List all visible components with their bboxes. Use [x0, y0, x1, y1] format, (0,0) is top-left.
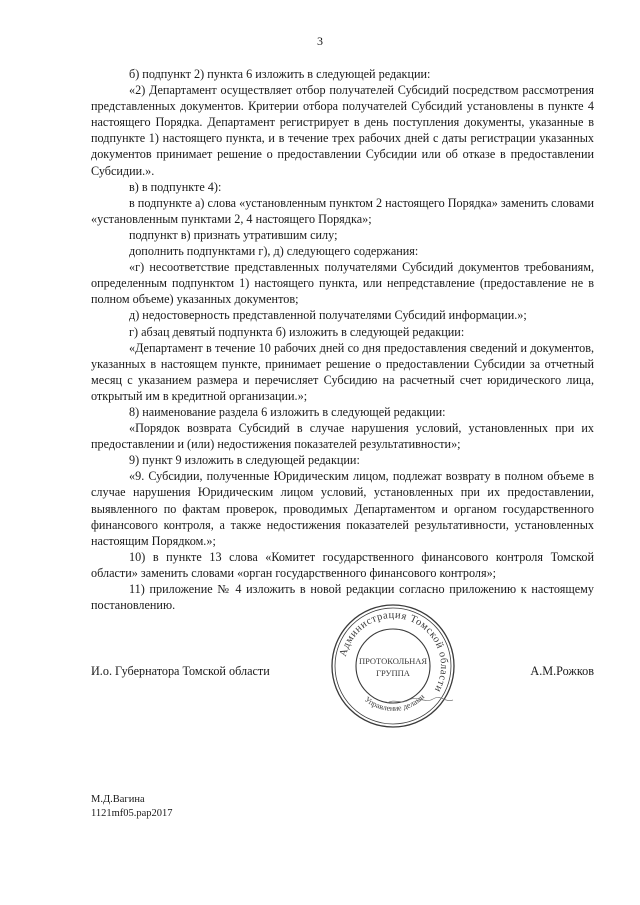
signatory-name: А.М.Рожков: [530, 664, 594, 678]
paragraph: д) недостоверность представленной получателями Субсидий информации.»;: [129, 308, 527, 323]
document-body: [91, 66, 594, 613]
paragraph: «2) Департамент осуществляет отбор получателей Субсидий посредством рассмотрения представленных документов. Критерии отбора получателей Субсидий установлены в пункте 4 настоящего Порядка. Департамент регистрирует в день поступления документы, указанные в подпункте 1) настоящего пункта, и в течение трех рабочих дней с даты регистрации указанных документов принимает решение о предоставлении Субсидии или об отказе в предоставлении Субсидии.».: [91, 83, 594, 178]
paragraph: «Департамент в течение 10 рабочих дней со дня предоставления сведений и документов, указанных в настоящем пункте, принимает решение о предоставлении Субсидии за отчетный месяц с указанием размера и перечисляет Субсидию на расчетный счет юридического лица, открытый им в кредитной организации.»;: [91, 340, 594, 403]
stamp-center-line2: ГРУППА: [376, 668, 410, 678]
official-stamp: [329, 602, 457, 730]
paragraph: подпункт в) признать утратившим силу;: [129, 227, 338, 242]
stamp-center-line1: ПРОТОКОЛЬНАЯ: [358, 656, 428, 666]
paragraph: дополнить подпунктами г), д) следующего содержания:: [129, 244, 419, 259]
executor-name: М.Д.Вагина: [91, 794, 145, 805]
paragraph: 9) пункт 9 изложить в следующей редакции:: [129, 453, 360, 468]
page-number: 3: [317, 34, 323, 48]
paragraph: 11) приложение № 4 изложить в новой редакции согласно приложению к настоящему постановлению.: [91, 582, 594, 613]
paragraph: 8) наименование раздела 6 изложить в следующей редакции:: [129, 404, 446, 419]
handwritten-signature: [385, 694, 455, 706]
document-footer: [91, 793, 173, 821]
signatory-position: И.о. Губернатора Томской области: [91, 664, 270, 678]
stamp-bottom-text: Управление делами: [363, 692, 427, 713]
paragraph: в подпункте а) слова «установленным пунктом 2 настоящего Порядка» заменить словами «установленным пунктами 2, 4 настоящего Порядка»;: [91, 195, 594, 226]
paragraph: «9. Субсидии, полученные Юридическим лицом, подлежат возврату в полном объеме в случае нарушения Юридическим лицом условий, установленных при их предоставлении, выявленного по фактам проверок, проводимых Департаментом и органом государственного финансового контроля, а также недостижения показателей результативности, установленных настоящим Порядком.»;: [91, 469, 594, 548]
stamp-ring-text: Администрация Томской области: [337, 609, 450, 695]
paragraph: «Порядок возврата Субсидий в случае нарушения условий, установленных при их предоставлении и (или) недостижения показателей результативности»;: [91, 421, 594, 452]
paragraph: в) в подпункте 4):: [129, 179, 222, 194]
paragraph: 10) в пункте 13 слова «Комитет государственного финансового контроля Томской области» заменить словами «орган государственного финансового контроля»;: [91, 549, 594, 580]
paragraph: б) подпункт 2) пункта 6 изложить в следующей редакции:: [129, 67, 431, 81]
paragraph: г) абзац девятый подпункта б) изложить в следующей редакции:: [129, 324, 465, 339]
document-code: 1121mf05.рар2017: [91, 808, 173, 819]
paragraph: «г) несоответствие представленных получателями Субсидий документов требованиям, определенным подпунктом 1) настоящего пункта, или непредставление (предоставление не в полном объеме) указанных документов;: [91, 260, 594, 307]
